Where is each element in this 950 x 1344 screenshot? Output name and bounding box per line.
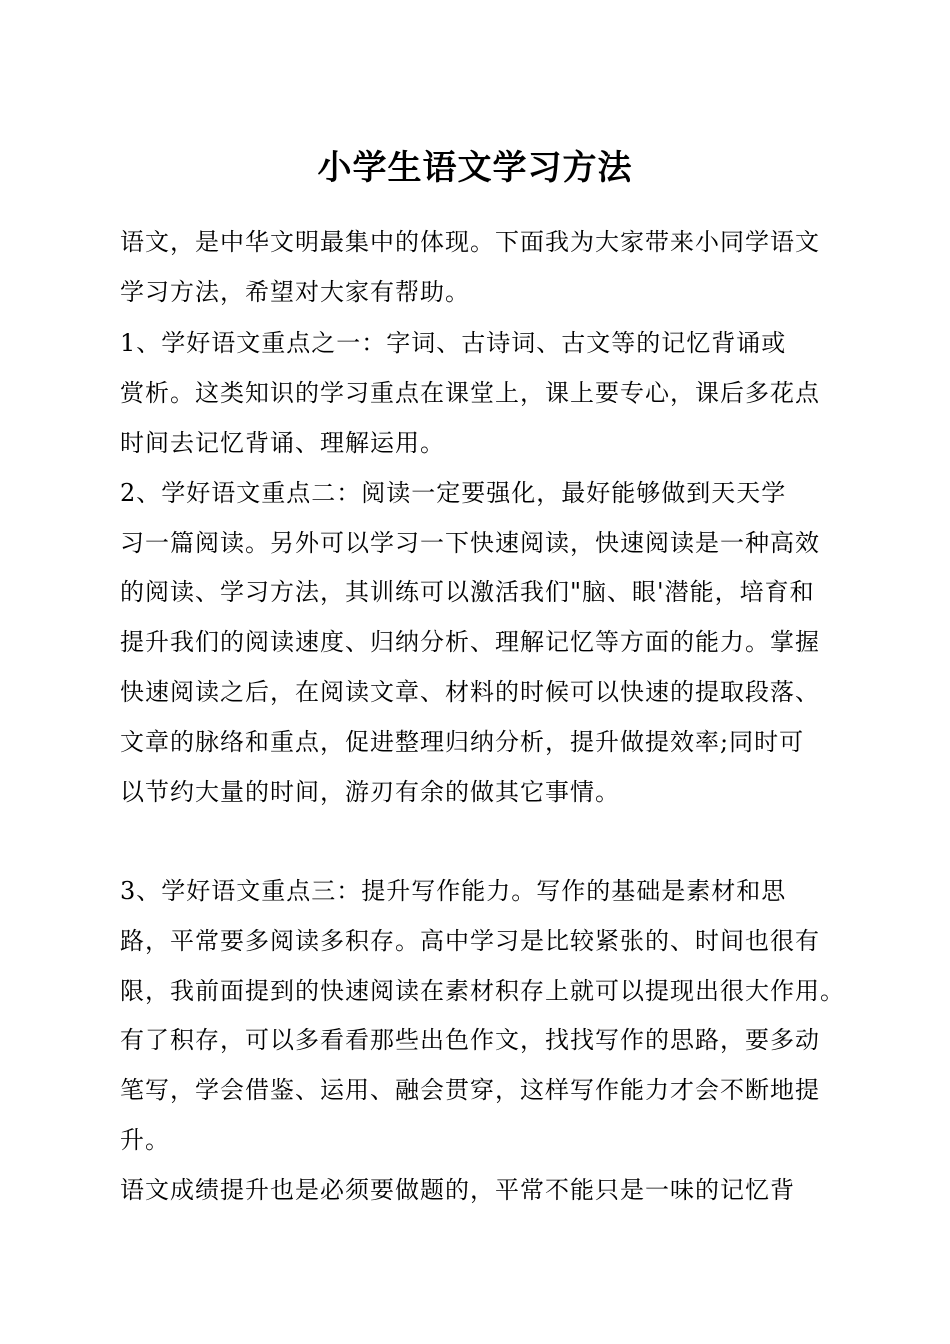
text-line: 升。: [120, 1126, 170, 1154]
text-line: 语文，是中华文明最集中的体现。下面我为大家带来小同学语文: [120, 228, 820, 256]
text-line: 学习方法，希望对大家有帮助。: [120, 278, 470, 306]
text-line: 2、学好语文重点二：阅读一定要强化，最好能够做到天天学: [120, 479, 787, 507]
text-line: 提升我们的阅读速度、归纳分析、理解记忆等方面的能力。掌握: [120, 628, 820, 656]
text-line: 习一篇阅读。另外可以学习一下快速阅读，快速阅读是一种高效: [120, 529, 820, 557]
text-line: 路，平常要多阅读多积存。高中学习是比较紧张的、时间也很有: [120, 927, 820, 955]
text-line: 限，我前面提到的快速阅读在素材积存上就可以提现出很大作用。: [120, 977, 845, 1005]
text-line: 时间去记忆背诵、理解运用。: [120, 429, 445, 457]
text-line: 的阅读、学习方法，其训练可以激活我们"脑、眼'潜能，培育和: [120, 578, 815, 606]
text-line: 有了积存，可以多看看那些出色作文，找找写作的思路，要多动: [120, 1026, 820, 1054]
text-line: 赏析。这类知识的学习重点在课堂上，课上要专心，课后多花点: [120, 379, 820, 407]
text-line: 笔写，学会借鉴、运用、融会贯穿，这样写作能力才会不断地提: [120, 1076, 820, 1104]
text-line: 文章的脉络和重点，促进整理归纳分析，提升做提效率;同时可: [120, 728, 805, 756]
text-line: 语文成绩提升也是必须要做题的，平常不能只是一味的记忆背: [120, 1176, 795, 1204]
document-title: 小学生语文学习方法: [317, 148, 633, 188]
text-line: 3、学好语文重点三：提升写作能力。写作的基础是素材和思: [120, 877, 787, 905]
text-line: 以节约大量的时间，游刃有余的做其它事情。: [120, 778, 620, 806]
text-line: 快速阅读之后，在阅读文章、材料的时候可以快速的提取段落、: [120, 678, 820, 706]
text-line: 1、学好语文重点之一：字词、古诗词、古文等的记忆背诵或: [120, 329, 787, 357]
